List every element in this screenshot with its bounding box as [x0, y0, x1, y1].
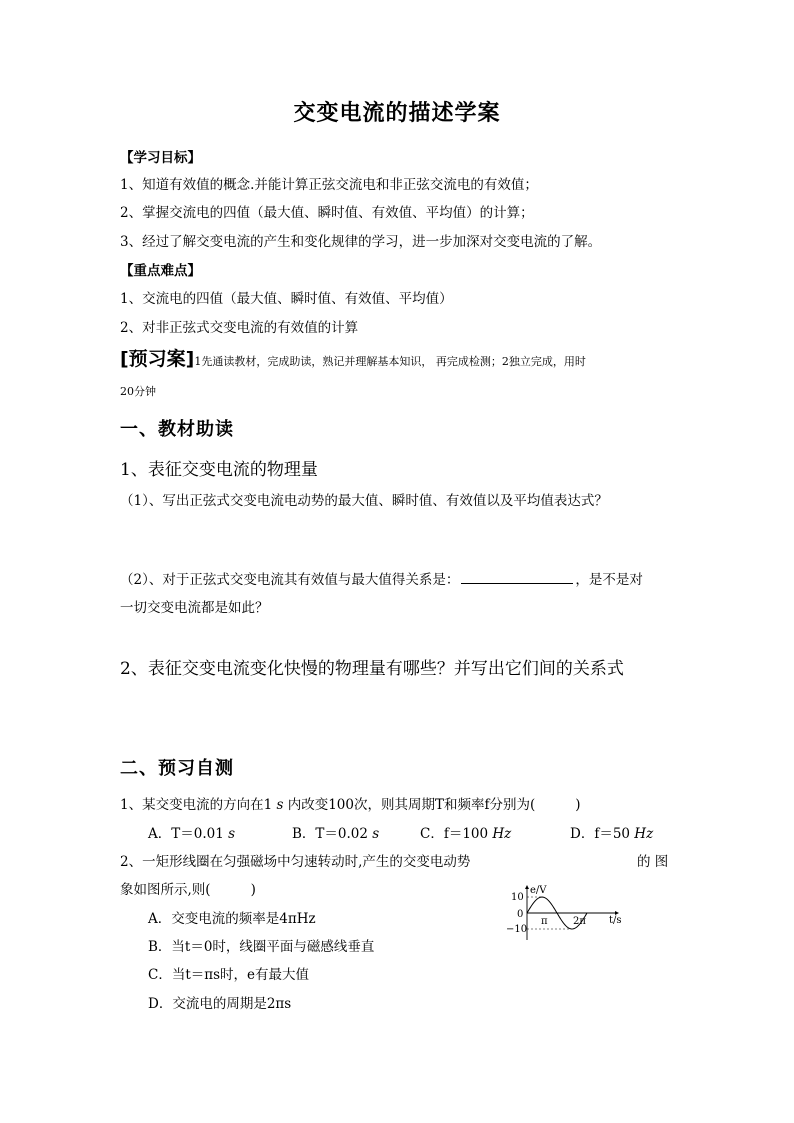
q2-option-b: B．当t＝0时，线圈平面与磁感线垂直 [148, 939, 375, 955]
keypoint-item-1: 1、交流电的四值（最大值、瞬时值、有效值、平均值） [120, 291, 453, 307]
preview-line [120, 344, 586, 371]
part1-heading: 一、教材助读 [120, 419, 234, 440]
objectives-heading: 【学习目标】 [120, 150, 201, 166]
q1-option-c [420, 822, 511, 842]
part1-q1-sub2-text: （2）、对于正弦式交变电流其有效值与最大值得关系是： [120, 572, 460, 588]
sine-wave-chart [500, 884, 635, 940]
objective-item-2: 2、掌握交流电的四值（最大值、瞬时值、有效值、平均值）的计算； [120, 205, 534, 221]
q1-option-d [570, 822, 653, 842]
part1-q1-sub1: （1）、写出正弦式交变电流电动势的最大值、瞬时值、有效值以及平均值表达式？ [120, 493, 608, 509]
q2-option-d: D．交流电的周期是2πs [148, 996, 292, 1012]
q1-option-c-unit: Hz [492, 826, 512, 842]
q1-option-b [292, 822, 379, 842]
part2-q2-stem: 2、一矩形线圈在匀强磁场中匀速转动时,产生的交变电动势 [120, 854, 471, 870]
part2-q2-stem-cont [120, 878, 256, 898]
y-tick-min: −10 [506, 924, 528, 935]
preview-instruction: 1先通读教材，完成助读，熟记并理解基本知识， 再完成检测；2独立完成，用时 [194, 355, 586, 368]
q2-option-a: A．交变电流的频率是4πHz [148, 911, 316, 927]
q1-option-d-unit: Hz [634, 826, 654, 842]
q1-option-a [148, 822, 235, 842]
part1-q1-title: 1、表征交变电流的物理量 [120, 460, 318, 480]
q1-stem-unit: s [276, 797, 284, 813]
q1-stem-text: 1、某交变电流的方向在1 [120, 797, 273, 813]
q1-option-d-text: D．f＝50 [570, 826, 630, 842]
x-tick-pi: π [541, 916, 548, 927]
preview-label: [预习案] [120, 348, 195, 370]
part1-q2: 2、表征交变电流变化快慢的物理量有哪些？并写出它们间的关系式 [120, 659, 624, 679]
answer-blank[interactable] [461, 571, 573, 584]
part1-q1-sub2 [120, 568, 643, 588]
y-axis-arrow [525, 885, 529, 889]
part1-q1-sub2-text-b: ，是不是对 [575, 572, 643, 588]
part2-q2-stem-tail: 的 图 [637, 854, 669, 870]
y-tick-max: 10 [511, 892, 524, 903]
q1-stem-close: ) [575, 797, 581, 813]
q1-option-a-text: A．T＝0.01 [148, 826, 224, 842]
q1-option-b-unit: s [372, 826, 380, 842]
keypoint-item-2: 2、对非正弦式交变电流的有效值的计算 [120, 320, 359, 336]
part2-heading: 二、预习自测 [120, 758, 234, 779]
document-title: 交变电流的描述学案 [293, 100, 501, 126]
q1-option-c-text: C．f＝100 [420, 826, 489, 842]
q2-stem-close: ) [250, 882, 256, 898]
preview-instruction-cont: 20分钟 [120, 385, 156, 398]
q1-option-b-text: B．T＝0.02 [292, 826, 368, 842]
keypoints-heading: 【重点难点】 [120, 263, 201, 279]
objective-item-1: 1、知道有效值的概念.并能计算正弦交流电和非正弦交流电的有效值； [120, 177, 538, 193]
part1-q1-sub2-cont: 一切交变电流都是如此？ [120, 600, 269, 616]
q2-option-c: C．当t＝πs时，e有最大值 [148, 967, 310, 983]
y-axis-label: e/V [530, 885, 547, 896]
part2-q1-stem [120, 793, 581, 813]
x-tick-2pi: 2π [573, 916, 586, 927]
q2-stem-text: 象如图所示,则( [120, 882, 211, 898]
q1-option-a-unit: s [228, 826, 236, 842]
objective-item-3: 3、经过了解交变电流的产生和变化规律的学习，进一步加深对交变电流的了解。 [120, 234, 602, 250]
y-tick-zero: 0 [517, 909, 524, 920]
q1-stem-text-b: 内改变100次，则其周期T和频率f分别为( [287, 797, 536, 813]
x-axis-label: t/s [609, 915, 622, 926]
